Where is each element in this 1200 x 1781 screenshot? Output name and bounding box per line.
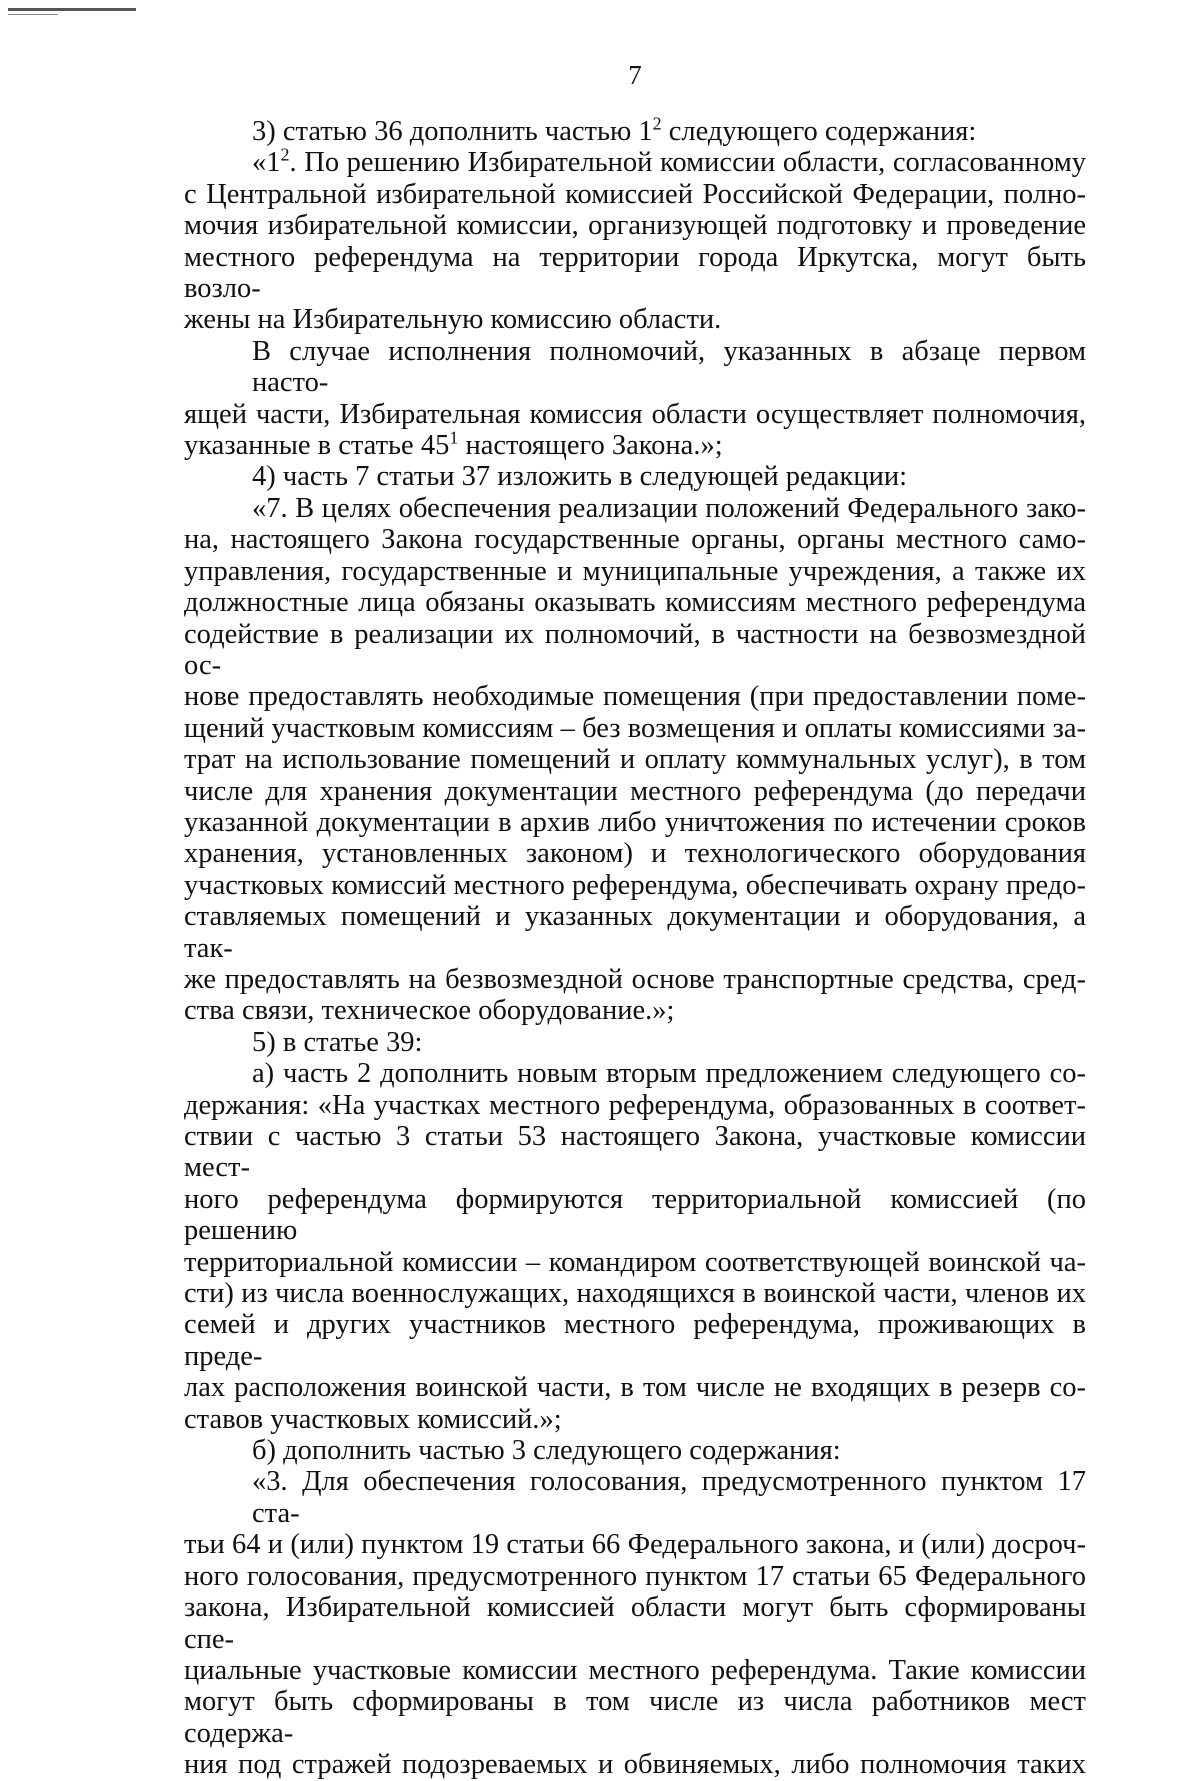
line-text: б) дополнить частью 3 следующего содержания:	[252, 1435, 841, 1467]
text-line	[184, 838, 1086, 869]
line-text: территориальной комиссии – командиром соответствующей воинской ча-	[184, 1246, 1086, 1278]
text-line	[184, 1121, 1086, 1184]
text-line	[184, 1090, 1086, 1121]
text-line	[184, 1278, 1086, 1309]
line-text: местного референдума на территории города Иркутска, могут быть возло-	[184, 241, 1086, 305]
text-line	[184, 713, 1086, 744]
text-line	[184, 427, 1086, 462]
text-line	[184, 1247, 1086, 1278]
page-number: 7	[628, 60, 642, 90]
line-text: хранения, установленных законом) и технологического оборудования	[184, 838, 1086, 870]
line-text: мочия избирательной комиссии, организующей подготовку и проведение	[184, 210, 1086, 242]
paragraph	[184, 1058, 1086, 1435]
text-line	[184, 461, 1086, 492]
text-line	[184, 556, 1086, 587]
scan-edge-mark-secondary	[8, 14, 58, 15]
text-line	[184, 113, 1086, 147]
superscript: 2	[652, 113, 662, 134]
text-line	[184, 587, 1086, 618]
text-line	[184, 524, 1086, 555]
line-text: «7. В целях обеспечения реализации положений Федерального зако-	[252, 492, 1086, 524]
line-text: могут быть сформированы в том числе из числа работников мест содержа-	[184, 1686, 1086, 1749]
line-text: а) часть 2 дополнить новым вторым предложением следующего со-	[252, 1058, 1086, 1090]
paragraph	[184, 1435, 1086, 1466]
text-line	[184, 210, 1086, 241]
line-text: на, настоящего Закона государственные органы, органы местного само-	[184, 524, 1086, 556]
line-text: с Центральной избирательной комиссией Российской Федерации, полно-	[184, 178, 1086, 210]
line-text: циальные участковые комиссии местного референдума. Такие комиссии	[184, 1654, 1086, 1686]
text-line	[184, 1184, 1086, 1247]
line-text: жены на Избирательную комиссию области.	[184, 304, 722, 336]
line-text: ного голосования, предусмотренного пунктом 17 статьи 65 Федерального	[184, 1560, 1086, 1592]
text-line	[184, 1655, 1086, 1686]
text-line	[184, 493, 1086, 524]
line-text: лах расположения воинской части, в том числе не входящих в резерв со-	[184, 1372, 1086, 1404]
line-text: указанные в статье 45	[184, 430, 450, 462]
text-line	[184, 1686, 1086, 1749]
text-line	[184, 1309, 1086, 1372]
paragraph	[184, 144, 1086, 336]
line-text: ставов участковых комиссий.»;	[184, 1403, 562, 1435]
paragraph	[184, 1027, 1086, 1058]
superscript: 2	[280, 144, 290, 165]
text-line	[184, 304, 1086, 335]
line-text-after: . По решению Избирательной комиссии области, согласованному	[289, 147, 1086, 179]
paragraph	[184, 461, 1086, 492]
line-text: семей и других участников местного референдума, проживающих в преде-	[184, 1309, 1086, 1372]
line-text: сти) из числа военнослужащих, находящихся в воинской части, членов их	[184, 1278, 1086, 1310]
line-text: ящей части, Избирательная комиссия области осуществляет полномочия,	[184, 398, 1086, 430]
line-text: же предоставлять на безвозмездной основе транспортные средства, сред-	[184, 963, 1086, 995]
line-text: нове предоставлять необходимые помещения (при предоставлении поме-	[184, 681, 1086, 713]
line-text: указанной документации в архив либо уничтожения по истечении сроков	[184, 806, 1086, 838]
text-line	[184, 681, 1086, 712]
line-text: содействие в реализации их полномочий, в частности на безвозмездной ос-	[184, 618, 1086, 681]
text-line	[184, 619, 1086, 682]
line-text: ствии с частью 3 статьи 53 настоящего Закона, участковые комиссии мест-	[184, 1121, 1086, 1184]
text-line	[184, 179, 1086, 210]
line-text: 5) в статье 39:	[252, 1026, 423, 1058]
text-line	[184, 1592, 1086, 1655]
document-body	[184, 113, 1086, 1781]
line-text: держания: «На участках местного референдума, образованных в соответ-	[184, 1089, 1086, 1121]
line-text: трат на использование помещений и оплату коммунальных услуг), в том	[184, 744, 1086, 776]
line-text: закона, Избирательной комиссией области могут быть сформированы спе-	[184, 1592, 1086, 1655]
line-text: должностные лица обязаны оказывать комиссиям местного референдума	[184, 587, 1086, 619]
line-text: участковых комиссий местного референдума, обеспечивать охрану предо-	[184, 869, 1086, 901]
text-line	[184, 776, 1086, 807]
text-line	[184, 144, 1086, 179]
text-line	[184, 1466, 1086, 1529]
text-line	[184, 336, 1086, 399]
line-text-after: настоящего Закона.»;	[458, 430, 723, 462]
scan-edge-mark	[8, 8, 136, 11]
text-line	[184, 242, 1086, 305]
paragraph	[184, 113, 1086, 147]
line-text: ставляемых помещений и указанных документации и оборудования, а так-	[184, 901, 1086, 964]
text-line	[184, 744, 1086, 775]
text-line	[184, 1749, 1086, 1780]
text-line	[184, 1404, 1086, 1435]
text-line	[184, 1529, 1086, 1560]
line-text: числе для хранения документации местного референдума (до передачи	[184, 775, 1086, 807]
line-text: щений участковым комиссиям – без возмещения и оплаты комиссиями за-	[184, 712, 1086, 744]
paragraph	[184, 493, 1086, 1027]
line-text: ного референдума формируются территориальной комиссией (по решению	[184, 1183, 1086, 1247]
text-line	[184, 807, 1086, 838]
paragraph	[184, 336, 1086, 462]
line-text: «3. Для обеспечения голосования, предусмотренного пунктом 17 ста-	[252, 1466, 1086, 1529]
line-text: В случае исполнения полномочий, указанных в абзаце первом насто-	[252, 335, 1086, 399]
line-text: ния под стражей подозреваемых и обвиняемых, либо полномочия таких	[184, 1749, 1086, 1781]
text-line	[184, 1561, 1086, 1592]
paragraph	[184, 1466, 1086, 1780]
text-line	[184, 870, 1086, 901]
line-text-after: следующего содержания:	[661, 116, 977, 147]
line-text: ства связи, техническое оборудование.»;	[184, 995, 675, 1027]
text-line	[184, 399, 1086, 430]
text-line	[184, 964, 1086, 995]
text-line	[184, 995, 1086, 1026]
line-text: «1	[252, 147, 281, 179]
superscript: 1	[449, 427, 459, 448]
line-text: 4) часть 7 статьи 37 изложить в следующей редакции:	[252, 461, 907, 493]
text-line	[184, 1435, 1086, 1466]
text-line	[184, 1027, 1086, 1058]
text-line	[184, 1058, 1086, 1089]
text-line	[184, 1372, 1086, 1403]
line-text: управления, государственные и муниципальные учреждения, а также их	[184, 555, 1086, 587]
line-text: 3) статью 36 дополнить частью 1	[252, 116, 653, 147]
line-text: тьи 64 и (или) пунктом 19 статьи 66 Федерального закона, и (или) досроч-	[184, 1529, 1086, 1561]
text-line	[184, 901, 1086, 964]
